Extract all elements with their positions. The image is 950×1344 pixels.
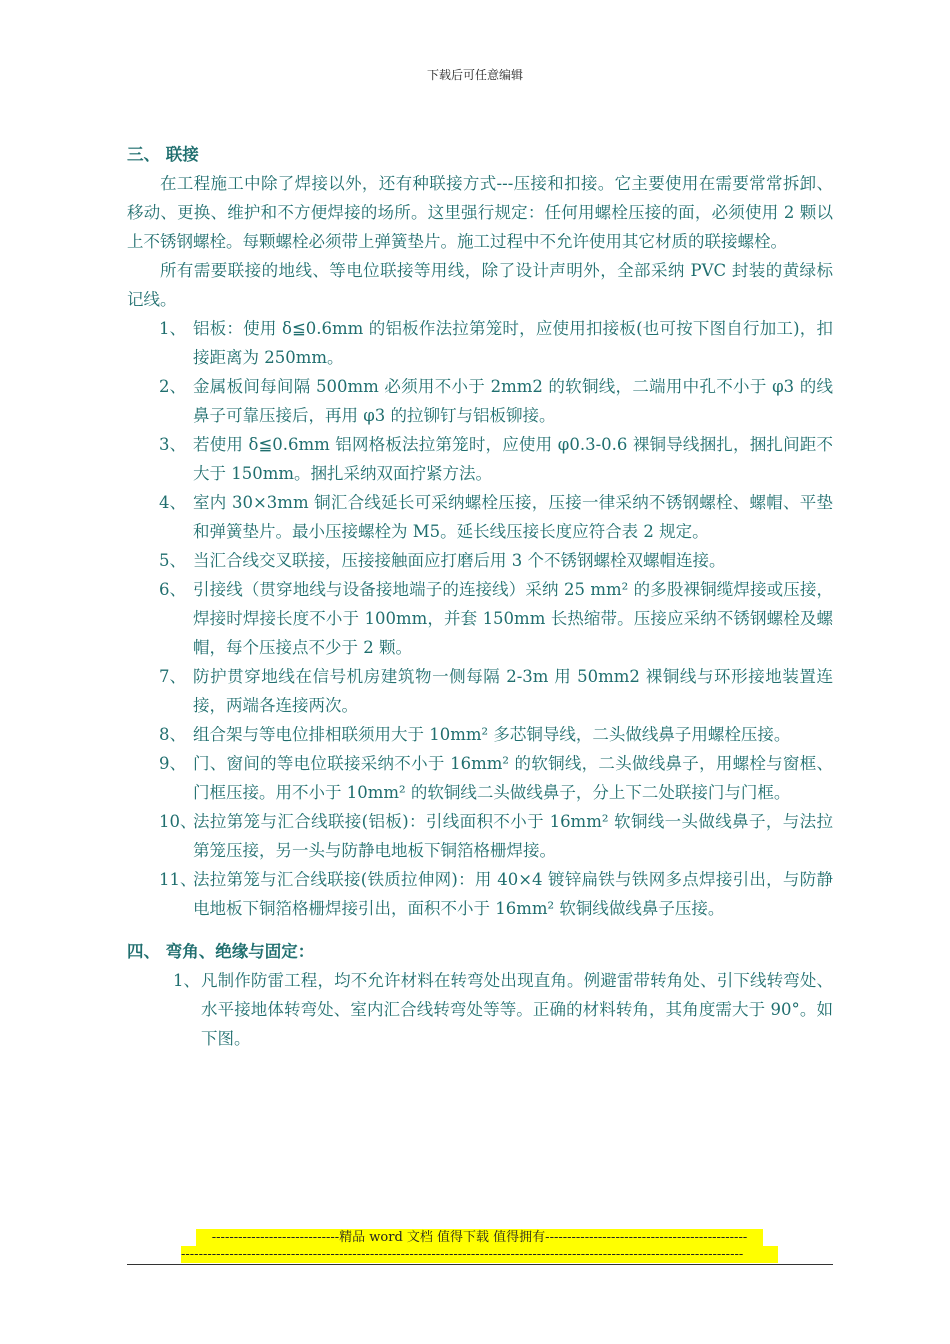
list-number: 4、 — [159, 493, 186, 512]
list-text: 凡制作防雷工程，均不允许材料在转弯处出现直角。例避雷带转角处、引下线转弯处、水平接地体转弯处、室内汇合线转弯处等等。正确的材料转角，其角度需大于 90°。如下图。 — [201, 971, 833, 1048]
list-number: 2、 — [159, 377, 186, 396]
list-number: 3、 — [159, 435, 186, 454]
list-text: 当汇合线交叉联接，压接接触面应打磨后用 3 个不锈钢螺栓双螺帽连接。 — [193, 551, 726, 570]
list-item — [127, 546, 833, 575]
list-item — [127, 662, 833, 720]
page-header: 下载后可任意编辑 — [426, 68, 523, 82]
section-3-title: 三、 联接 — [127, 145, 199, 164]
list-number: 9、 — [159, 754, 186, 773]
list-number: 1、 — [159, 319, 186, 338]
footer-divider — [127, 1264, 833, 1265]
section-3-paragraph-1: 在工程施工中除了焊接以外，还有种联接方式---压接和扣接。它主要使用在需要常常拆卸、移动、更换、维护和不方便焊接的场所。这里强行规定：任何用螺栓压接的面，必须使用 2 颗以上不锈钢螺栓。每颗螺栓必须带上弹簧垫片。施工过程中不允许使用其它材质的联接螺栓。 — [127, 174, 833, 251]
document-body — [127, 140, 833, 1053]
list-item — [127, 430, 833, 488]
section-3-list — [127, 314, 833, 923]
footer-banner-line-2: -------------------------------------------------------------------------------------------------------------------------------- — [181, 1246, 778, 1263]
list-item — [127, 372, 833, 430]
list-text: 法拉第笼与汇合线联接(铁质拉伸网)：用 40×4 镀锌扁铁与铁网多点焊接引出，与防静电地板下铜箔格栅焊接引出，面积不小于 16mm² 软铜线做线鼻子压接。 — [193, 870, 833, 918]
list-number: 1、 — [173, 971, 200, 990]
section-4-title: 四、 弯角、绝缘与固定： — [127, 942, 315, 961]
list-text: 门、窗间的等电位联接采纳不小于 16mm² 的软铜线，二头做线鼻子，用螺栓与窗框、门框压接。用不小于 10mm² 的软铜线二头做线鼻子，分上下二处联接门与门框。 — [193, 754, 833, 802]
list-item — [127, 314, 833, 372]
section-4-list — [127, 966, 833, 1053]
list-number: 7、 — [159, 667, 186, 686]
list-item — [127, 749, 833, 807]
footer-banner-line-1: -----------------------------精品 word 文档 值得下载 值得拥有---------------------------------------------- — [196, 1229, 763, 1246]
list-number: 8、 — [159, 725, 186, 744]
list-item — [127, 488, 833, 546]
list-item — [127, 575, 833, 662]
list-item — [127, 720, 833, 749]
list-number: 5、 — [159, 551, 186, 570]
list-item — [127, 966, 833, 1053]
list-text: 引接线（贯穿地线与设备接地端子的连接线）采纳 25 mm² 的多股裸铜缆焊接或压接，焊接时焊接长度不小于 100mm，并套 150mm 长热缩带。压接应采纳不锈钢螺栓及螺帽，每个压接点不少于 2 颗。 — [193, 580, 833, 657]
section-3-paragraph-2: 所有需要联接的地线、等电位联接等用线，除了设计声明外，全部采纳 PVC 封装的黄绿标记线。 — [127, 261, 833, 309]
list-text: 金属板间每间隔 500mm 必须用不小于 2mm2 的软铜线，二端用中孔不小于 φ3 的线鼻子可靠压接后，再用 φ3 的拉铆钉与铝板铆接。 — [193, 377, 833, 425]
list-text: 组合架与等电位排相联须用大于 10mm² 多芯铜导线，二头做线鼻子用螺栓压接。 — [193, 725, 791, 744]
list-text: 室内 30×3mm 铜汇合线延长可采纳螺栓压接，压接一律采纳不锈钢螺栓、螺帽、平垫和弹簧垫片。最小压接螺栓为 M5。延长线压接长度应符合表 2 规定。 — [193, 493, 833, 541]
list-number: 6、 — [159, 580, 186, 599]
section-gap — [127, 923, 833, 937]
list-number: 11、 — [159, 870, 197, 889]
list-text: 铝板：使用 δ≦0.6mm 的铝板作法拉第笼时，应使用扣接板(也可按下图自行加工)，扣接距离为 250mm。 — [193, 319, 833, 367]
list-text: 若使用 δ≦0.6mm 铝网格板法拉第笼时，应使用 φ0.3-0.6 裸铜导线捆扎，捆扎间距不大于 150mm。捆扎采纳双面拧紧方法。 — [193, 435, 833, 483]
list-number: 10、 — [159, 812, 197, 831]
list-item — [127, 865, 833, 923]
list-text: 防护贯穿地线在信号机房建筑物一侧每隔 2-3m 用 50mm2 裸铜线与环形接地装置连接，两端各连接两次。 — [193, 667, 833, 715]
list-item — [127, 807, 833, 865]
list-text: 法拉第笼与汇合线联接(铝板)：引线面积不小于 16mm² 软铜线一头做线鼻子，与法拉第笼压接，另一头与防静电地板下铜箔格栅焊接。 — [193, 812, 833, 860]
